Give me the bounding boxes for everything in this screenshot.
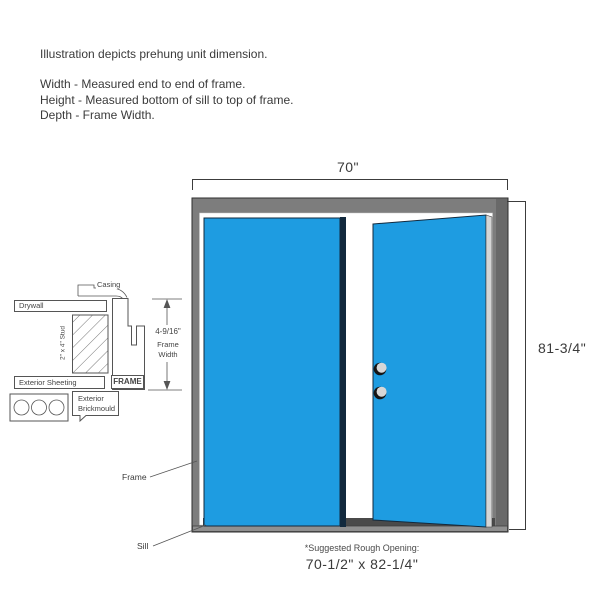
door-unit — [192, 198, 508, 532]
exterior-brickmould-label-2: Brickmould — [78, 404, 116, 413]
sill-leader-line — [153, 525, 206, 546]
rough-opening-note: *Suggested Rough Opening: — [304, 543, 420, 553]
width-dimension-value: 70" — [336, 159, 360, 175]
right-door-edge — [486, 215, 492, 527]
width-dimension-bracket — [193, 180, 508, 191]
drywall-label-box: Drywall — [14, 300, 107, 312]
height-dimension-bracket — [507, 202, 526, 530]
left-door-panel — [204, 218, 340, 526]
frame-callout-label: Frame — [122, 472, 147, 482]
exterior-brickmould-label-1: Exterior — [78, 394, 104, 403]
intro-height-definition: Height - Measured bottom of sill to top of frame. — [40, 92, 294, 107]
intro-definitions — [40, 77, 293, 124]
height-dimension-value: 81-3/4" — [538, 340, 587, 356]
stud-label: 2" x 4" Stud — [59, 326, 67, 360]
intro-depth-definition: Depth - Frame Width. — [40, 108, 155, 122]
frame-width-dimension-value: 4-9/16" — [155, 327, 181, 336]
rough-opening-size: 70-1/2" x 82-1/4" — [305, 556, 419, 572]
exterior-sheeting-label-box: Exterior Sheeting — [14, 376, 105, 389]
right-door-panel-ajar — [373, 215, 486, 527]
frame-width-dimension-label-2: Width — [158, 350, 178, 359]
door-frame-side-depth — [496, 199, 508, 531]
frame-width-dimension-label-1: Frame — [157, 340, 179, 349]
frame-leader-line — [150, 461, 197, 477]
intro-width-definition: Width - Measured end to end of frame. — [40, 77, 246, 91]
stud-hatched-section — [73, 315, 109, 373]
casing-label: Casing — [97, 280, 121, 289]
sill — [193, 526, 508, 532]
brickmould-section — [10, 394, 68, 421]
sill-callout-label: Sill — [137, 541, 149, 551]
left-door-edge-stile — [340, 217, 346, 527]
frame-section-label-box: FRAME — [111, 375, 144, 389]
intro-title: Illustration depicts prehung unit dimension. — [40, 47, 268, 61]
